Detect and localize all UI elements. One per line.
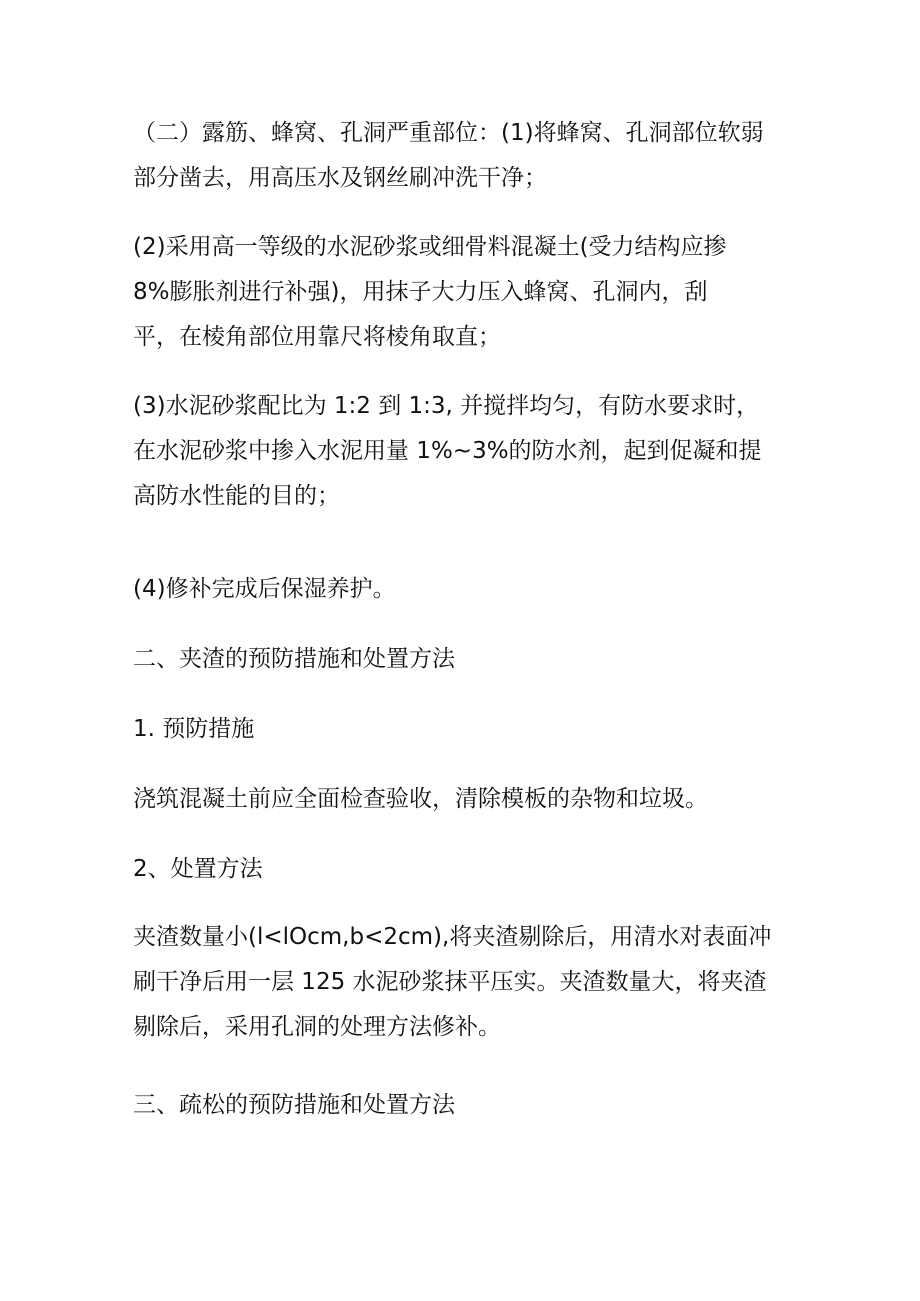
text-line: 剔除后，采用孔洞的处理方法修补。 [133,1014,501,1040]
text-line: 高防水性能的目的； [133,483,340,509]
text-line: (4)修补完成后保湿养护。 [133,576,396,602]
paragraph-repair-step2 [133,225,813,360]
paragraph-treatment-content [133,915,813,1050]
section-heading-slag-inclusion [133,637,813,682]
text-line: 8%膨胀剂进行补强)，用抹子大力压入蜂窝、孔洞内，刮 [133,279,708,305]
text-line: 平，在棱角部位用靠尺将棱角取直； [133,324,501,350]
paragraph-repair-step4 [133,567,813,612]
section-heading-looseness [133,1083,813,1128]
text-line: (2)采用高一等级的水泥砂浆或细骨料混凝土(受力结构应掺 [133,234,727,260]
subheading-treatment [133,847,813,892]
text-line: （二）露筋、蜂窝、孔洞严重部位：(1)将蜂窝、孔洞部位软弱 [133,120,764,146]
text-line: 夹渣数量小(l<lOcm,b<2cm),将夹渣剔除后，用清水对表面冲 [133,924,772,950]
text-line: (3)水泥砂浆配比为 1:2 到 1:3, 并搅拌均匀，有防水要求时， [133,393,760,419]
heading-line: 1. 预防措施 [133,716,255,742]
paragraph-exposed-rebar-repair-step1 [133,111,813,201]
heading-line: 三、疏松的预防措施和处置方法 [133,1092,455,1118]
text-line: 部分凿去，用高压水及钢丝刷冲洗干净； [133,165,547,191]
heading-line: 2、处置方法 [133,856,263,882]
paragraph-prevention-content [133,777,813,822]
heading-line: 二、夹渣的预防措施和处置方法 [133,646,455,672]
text-line: 浇筑混凝土前应全面检查验收，清除模板的杂物和垃圾。 [133,786,708,812]
text-line: 在水泥砂浆中掺入水泥用量 1%~3%的防水剂，起到促凝和提 [133,438,762,464]
text-line: 刷干净后用一层 125 水泥砂浆抹平压实。夹渣数量大，将夹渣 [133,969,767,995]
subheading-prevention [133,707,813,752]
paragraph-repair-step3 [133,384,813,519]
